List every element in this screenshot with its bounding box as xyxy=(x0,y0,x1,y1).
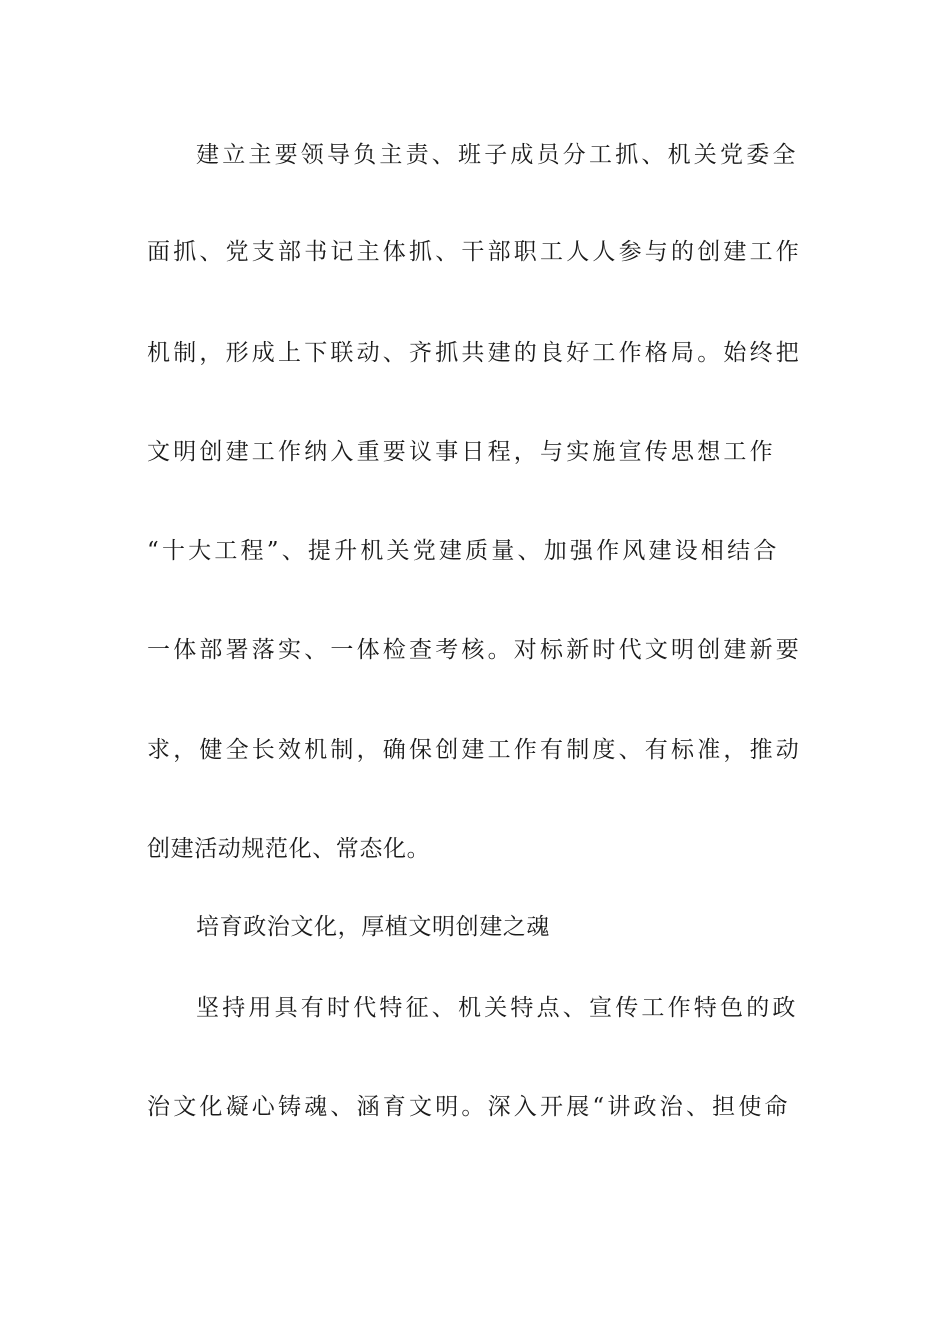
section-heading: 培育政治文化，厚植文明创建之魂 xyxy=(196,914,550,940)
paragraph-line: 治文化凝心铸魂、涵育文明。深入开展“讲政治、担使命 xyxy=(147,1094,791,1120)
paragraph-line: “十大工程”、提升机关党建质量、加强作风建设相结合 xyxy=(147,538,780,564)
paragraph-line: 创建活动规范化、常态化。 xyxy=(147,836,431,862)
paragraph-line: 坚持用具有时代特征、机关特点、宣传工作特色的政 xyxy=(196,995,799,1021)
paragraph-line: 机制，形成上下联动、齐抓共建的良好工作格局。始终把 xyxy=(147,340,802,366)
paragraph-line: 建立主要领导负主责、班子成员分工抓、机关党委全 xyxy=(196,142,799,168)
paragraph-line: 求，健全长效机制，确保创建工作有制度、有标准，推动 xyxy=(147,737,802,763)
paragraph-line: 面抓、党支部书记主体抓、干部职工人人参与的创建工作 xyxy=(147,239,802,265)
paragraph-line: 一体部署落实、一体检查考核。对标新时代文明创建新要 xyxy=(147,637,802,663)
paragraph-line: 文明创建工作纳入重要议事日程，与实施宣传思想工作 xyxy=(147,439,776,465)
